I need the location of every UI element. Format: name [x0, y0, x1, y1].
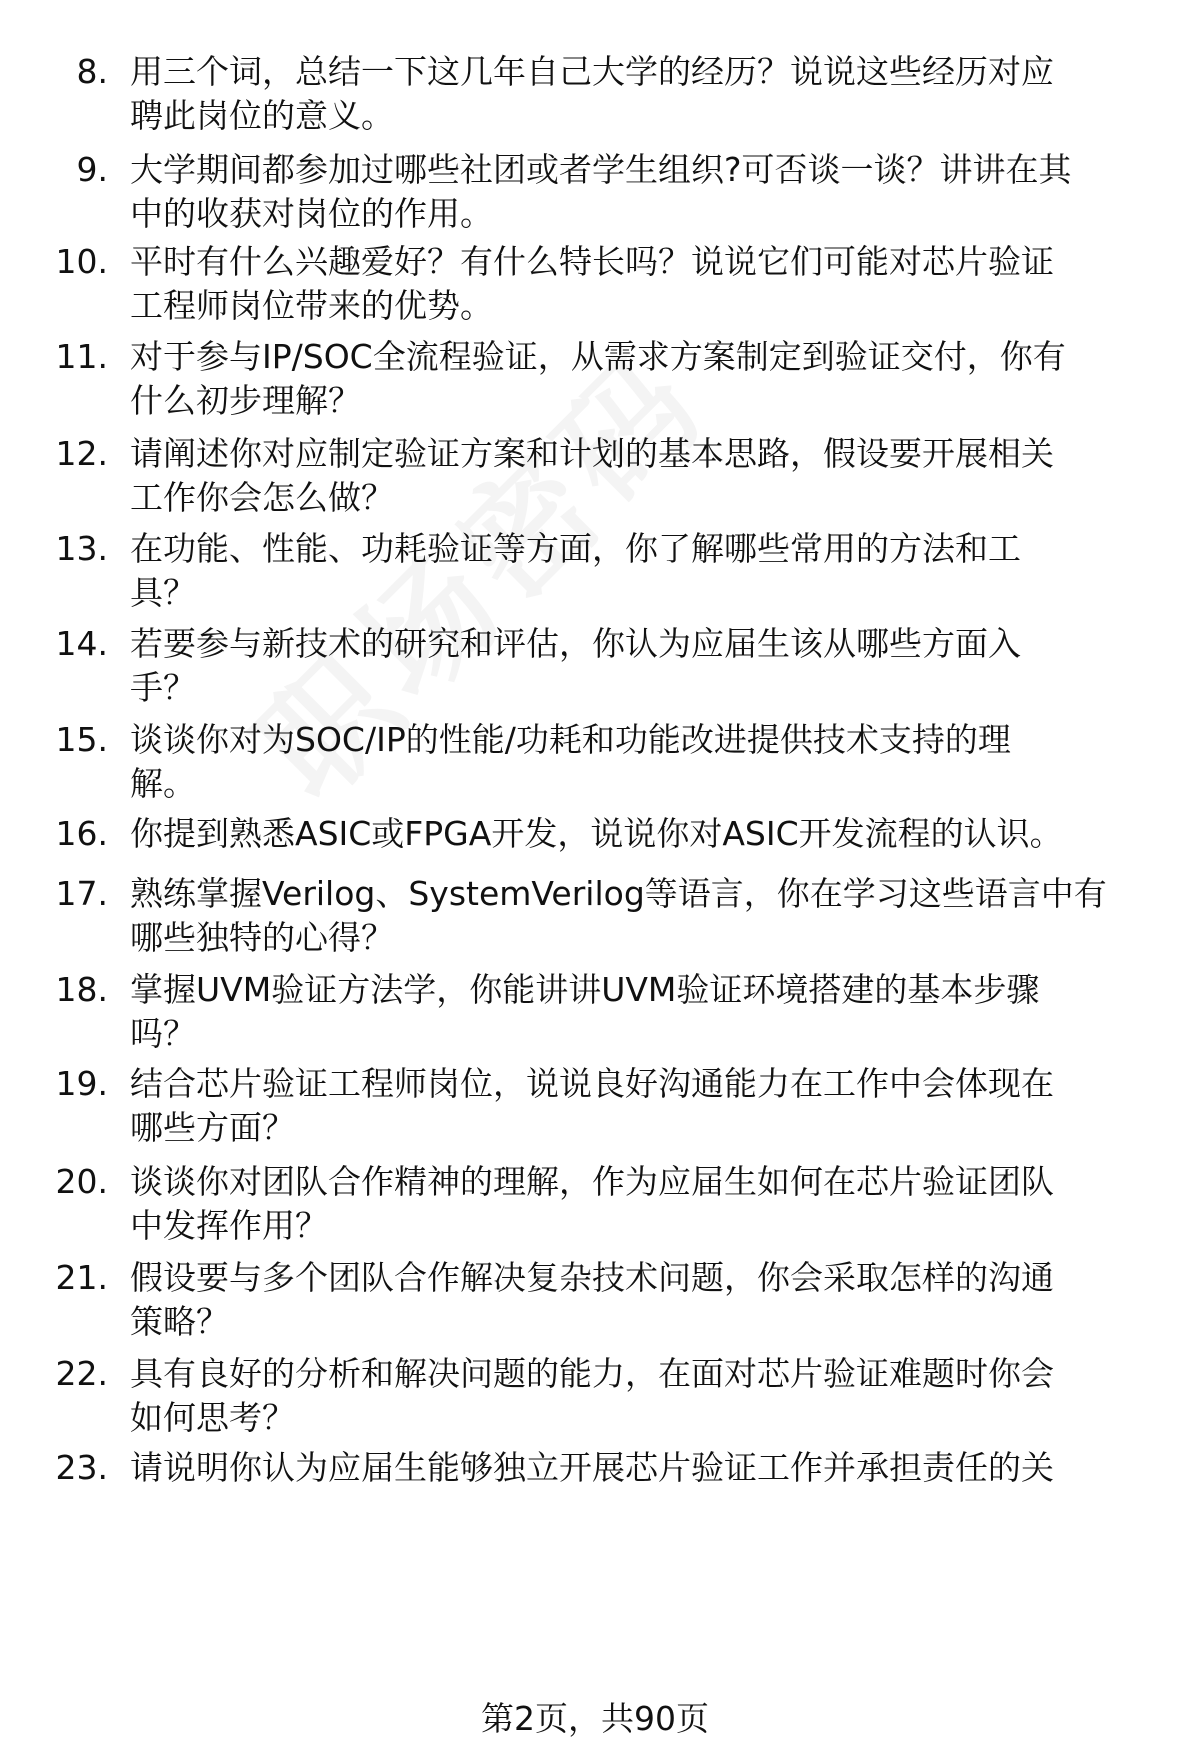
question-text — [130, 240, 1170, 328]
question-text — [130, 1446, 1170, 1490]
question-line: 结合芯片验证工程师岗位，说说良好沟通能力在工作中会体现在 — [130, 1064, 1054, 1103]
question-text — [130, 432, 1170, 520]
question-text — [130, 812, 1170, 856]
question-number: 14. — [55, 624, 108, 663]
question-text — [130, 148, 1170, 236]
question-line: 在功能、性能、功耗验证等方面，你了解哪些常用的方法和工 — [130, 529, 1021, 568]
question-line: 请说明你认为应届生能够独立开展芯片验证工作并承担责任的关 — [130, 1448, 1054, 1487]
question-line: 你提到熟悉ASIC或FPGA开发，说说你对ASIC开发流程的认识。 — [130, 814, 1063, 853]
question-number: 22. — [55, 1354, 108, 1393]
question-number: 15. — [55, 720, 108, 759]
question-line: 什么初步理解？ — [130, 381, 361, 420]
question-text — [130, 622, 1170, 710]
question-line: 具？ — [130, 573, 196, 612]
page-footer: 第2页，共90页 — [481, 1699, 709, 1738]
question-line: 假设要与多个团队合作解决复杂技术问题，你会采取怎样的沟通 — [130, 1258, 1054, 1297]
question-line: 请阐述你对应制定验证方案和计划的基本思路，假设要开展相关 — [130, 434, 1054, 473]
question-number: 13. — [55, 529, 108, 568]
question-text — [130, 1160, 1170, 1248]
question-line: 大学期间都参加过哪些社团或者学生组织?可否谈一谈？讲讲在其 — [130, 150, 1072, 189]
question-number: 21. — [55, 1258, 108, 1297]
question-line: 平时有什么兴趣爱好？有什么特长吗？说说它们可能对芯片验证 — [130, 242, 1054, 281]
question-line: 对于参与IP/SOC全流程验证，从需求方案制定到验证交付，你有 — [130, 337, 1066, 376]
question-text — [130, 1062, 1170, 1150]
question-number: 8. — [76, 52, 108, 91]
question-number: 12. — [55, 434, 108, 473]
question-line: 掌握UVM验证方法学，你能讲讲UVM验证环境搭建的基本步骤 — [130, 970, 1040, 1009]
question-number: 23. — [55, 1448, 108, 1487]
question-number: 19. — [55, 1064, 108, 1103]
question-text — [130, 718, 1170, 806]
question-text — [130, 335, 1170, 423]
question-line: 熟练掌握Verilog、SystemVerilog等语言，你在学习这些语言中有 — [130, 874, 1107, 913]
question-text — [130, 872, 1170, 960]
question-number: 18. — [55, 970, 108, 1009]
question-line: 中发挥作用？ — [130, 1206, 328, 1245]
question-line: 如何思考？ — [130, 1398, 295, 1437]
question-line: 用三个词，总结一下这几年自己大学的经历？说说这些经历对应 — [130, 52, 1054, 91]
question-number: 10. — [55, 242, 108, 281]
question-line: 工作你会怎么做？ — [130, 478, 394, 517]
question-text — [130, 527, 1170, 615]
question-text — [130, 50, 1170, 138]
question-text — [130, 1256, 1170, 1344]
question-line: 若要参与新技术的研究和评估，你认为应届生该从哪些方面入 — [130, 624, 1021, 663]
question-line: 谈谈你对团队合作精神的理解，作为应届生如何在芯片验证团队 — [130, 1162, 1054, 1201]
question-line: 策略？ — [130, 1302, 229, 1341]
question-line: 谈谈你对为SOC/IP的性能/功耗和功能改进提供技术支持的理 — [130, 720, 1011, 759]
question-line: 中的收获对岗位的作用。 — [130, 194, 493, 233]
question-text — [130, 1352, 1170, 1440]
question-number: 16. — [55, 814, 108, 853]
question-number: 9. — [76, 150, 108, 189]
question-number: 11. — [55, 337, 108, 376]
question-line: 吗？ — [130, 1014, 196, 1053]
question-line: 具有良好的分析和解决问题的能力，在面对芯片验证难题时你会 — [130, 1354, 1054, 1393]
question-line: 工程师岗位带来的优势。 — [130, 286, 493, 325]
question-line: 哪些独特的心得？ — [130, 918, 394, 957]
question-text — [130, 968, 1170, 1056]
question-line: 手？ — [130, 668, 196, 707]
question-number: 17. — [55, 874, 108, 913]
question-line: 解。 — [130, 764, 196, 803]
question-line: 聘此岗位的意义。 — [130, 96, 394, 135]
question-number: 20. — [55, 1162, 108, 1201]
question-line: 哪些方面？ — [130, 1108, 295, 1147]
